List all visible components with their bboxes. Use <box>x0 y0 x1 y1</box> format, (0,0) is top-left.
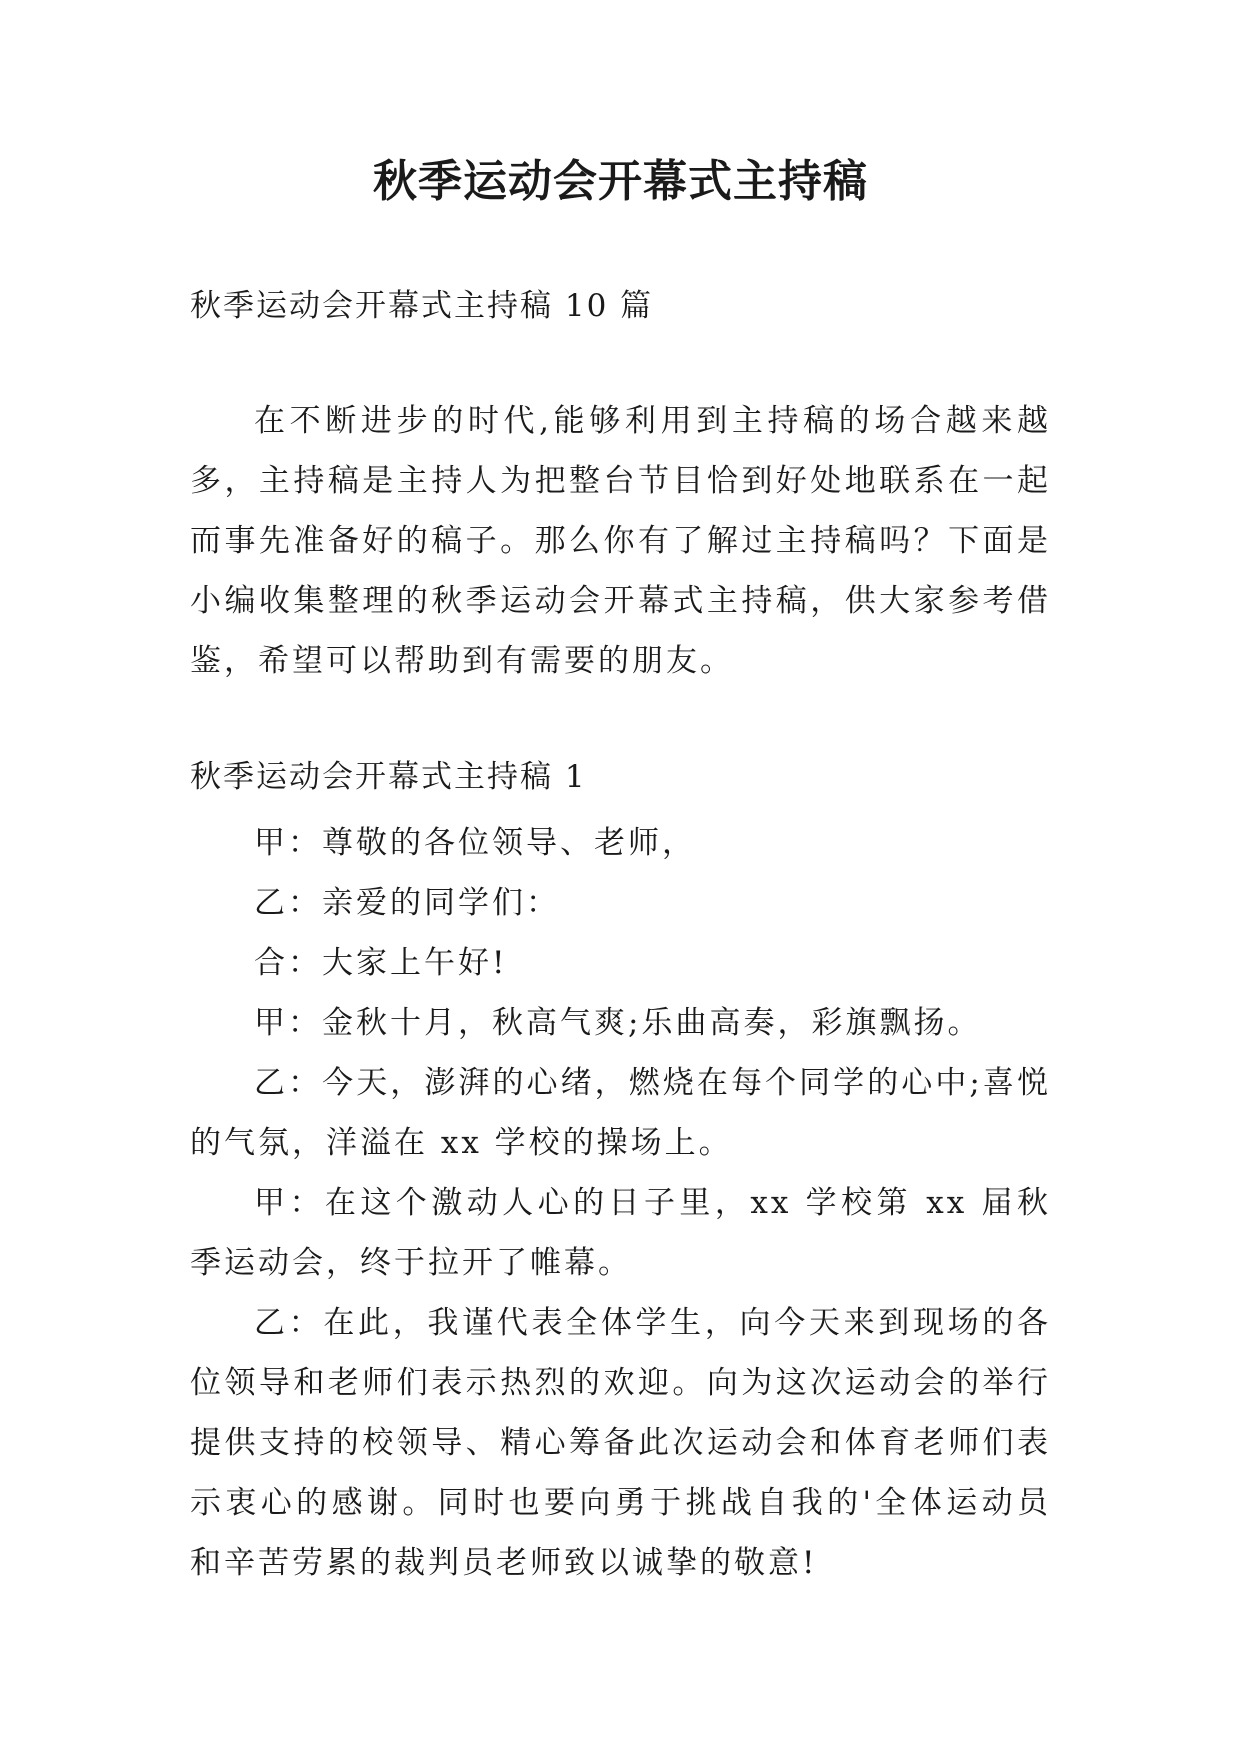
dialogue-line: 甲：尊敬的各位领导、老师， <box>254 825 696 861</box>
section-title: 秋季运动会开幕式主持稿 1 <box>190 759 587 795</box>
intro-paragraph: 在不断进步的时代,能够利用到主持稿的场合越来越多，主持稿是主持人为把整台节目恰到好处地联系在一起而事先准备好的稿子。那么你有了解过主持稿吗？下面是小编收集整理的秋季运动会开幕式主持稿，供大家参考借鉴，希望可以帮助到有需要的朋友。 <box>190 403 1051 679</box>
dialogue-line: 乙：在此，我谨代表全体学生，向今天来到现场的各位领导和老师们表示热烈的欢迎。向为这次运动会的举行提供支持的校领导、精心筹备此次运动会和体育老师们表示衷心的感谢。同时也要向勇于挑战自我的'全体运动员和辛苦劳累的裁判员老师致以诚挚的敬意! <box>190 1305 1051 1581</box>
dialogue-block <box>190 813 1051 1593</box>
dialogue-line: 乙：亲爱的同学们： <box>254 885 560 921</box>
dialogue-line: 合：大家上午好! <box>254 945 508 981</box>
dialogue-line: 甲：在这个激动人心的日子里，xx 学校第 xx 届秋季运动会，终于拉开了帷幕。 <box>190 1185 1051 1281</box>
dialogue-line: 甲：金秋十月，秋高气爽;乐曲高奏，彩旗飘扬。 <box>254 1005 982 1041</box>
dialogue-line: 乙：今天，澎湃的心绪，燃烧在每个同学的心中;喜悦的气氛，洋溢在 xx 学校的操场上。 <box>190 1065 1051 1161</box>
document-subtitle: 秋季运动会开幕式主持稿 10 篇 <box>190 288 654 324</box>
document-title: 秋季运动会开幕式主持稿 <box>373 156 868 207</box>
